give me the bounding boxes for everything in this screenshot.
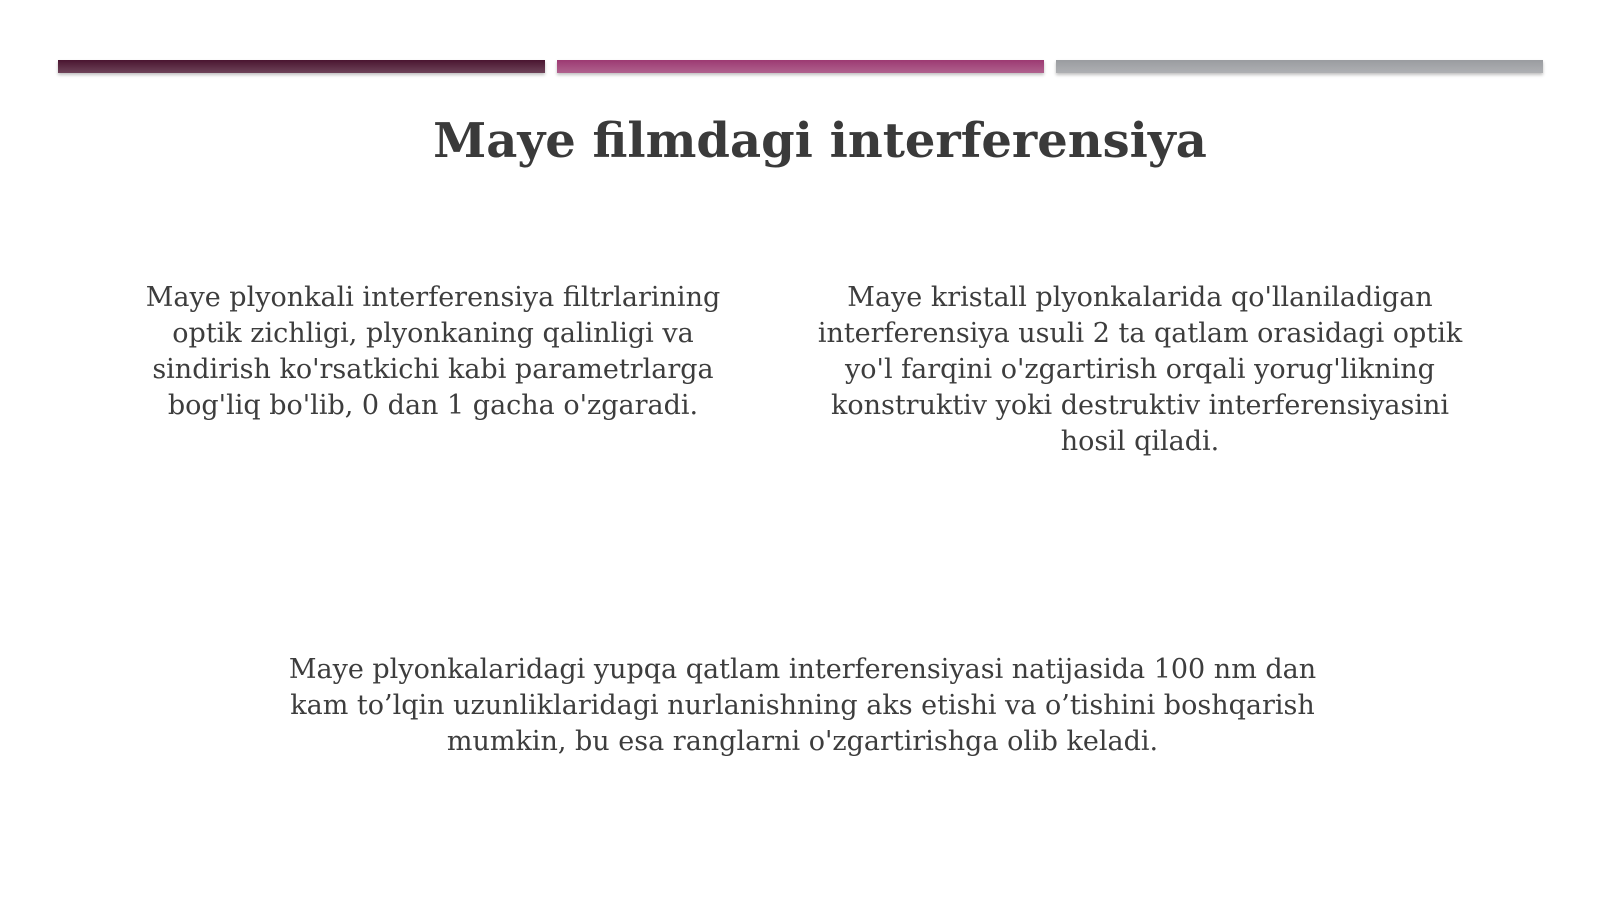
paragraph-left: Maye plyonkali interferensiya filtrlarining optik zichligi, plyonkaning qalinligi va sindirish ko'rsatkichi kabi parametrlarga bog'liq bo'lib, 0 dan 1 gacha o'zgaradi. bbox=[145, 282, 721, 421]
accent-bar-dark bbox=[58, 60, 545, 73]
paragraph-right: Maye kristall plyonkalarida qo'llaniladigan interferensiya usuli 2 ta qatlam orasidagi optik yo'l farqini o'zgartirish orqali yorug'likning konstruktiv yoki destruktiv interferensiyasini hosil qiladi. bbox=[817, 282, 1463, 457]
paragraph-bottom: Maye plyonkalaridagi yupqa qatlam interferensiyasi natijasida 100 nm dan kam to’lqin uzunliklaridagi nurlanishning aks etishi va o’tishini boshqarish mumkin, bu esa ranglarni o'zgartirishga olib keladi. bbox=[288, 654, 1317, 757]
accent-bar-gray bbox=[1056, 60, 1543, 73]
accent-bar-magenta bbox=[557, 60, 1044, 73]
slide-title: Maye filmdagi interferensiya bbox=[433, 113, 1207, 169]
